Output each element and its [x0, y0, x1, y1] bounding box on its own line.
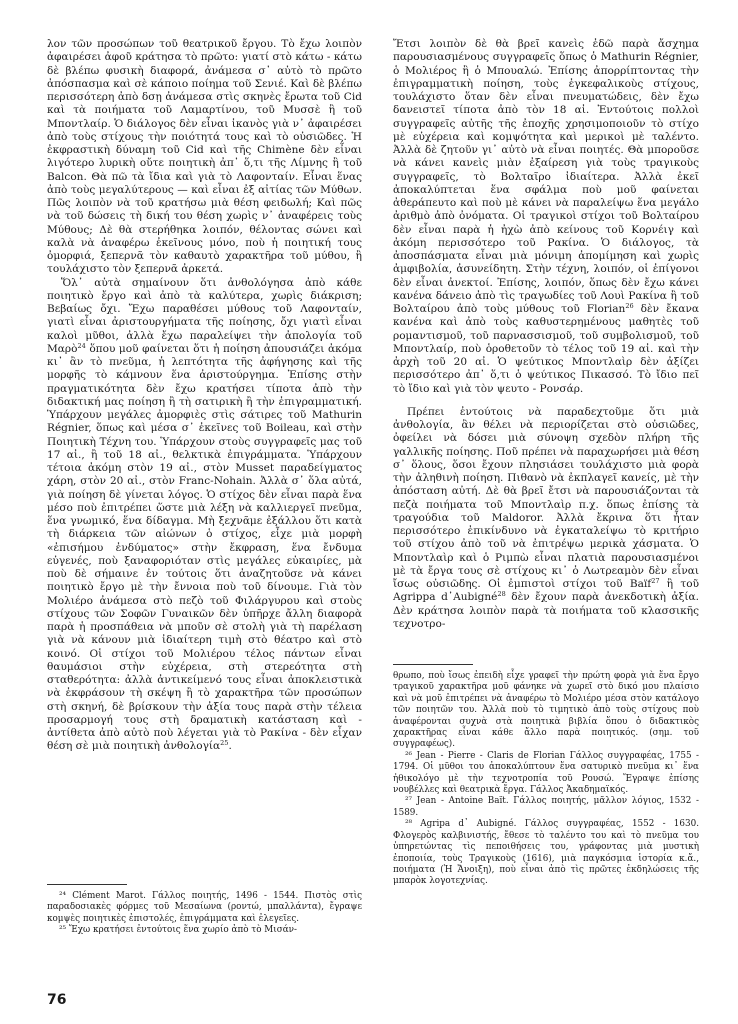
footnote-24: ²⁴ Clément Marot. Γάλλος ποιητής, 1496 - 1544. Πιστὸς στὶς παραδοσιακὲς φόρμες τοῦ Μεσαίωνα (ροντώ, μπαλλάντα), ἔγραψε κομψὲς ποιητικὲς ἐπιστολές, ἐπιγράμματα καὶ ἐλεγεῖες.	[47, 891, 362, 924]
right-column	[393, 38, 699, 631]
footnote-25: ²⁵ Ἔχω κρατήσει ἐντούτοις ἕνα χωρίο ἀπὸ τὸ Μισάν-	[59, 925, 298, 936]
page-number: 76	[47, 992, 67, 1008]
right-paragraph-2	[393, 406, 699, 631]
right-paragraph-2-text-c: δὲν ἔχουν παρὰ ἀνεκδοτικὴ ἀξία. Δὲν κράτησα λοιπὸν παρὰ τὰ ποιήματα τοῦ κλασσικῆς τεχνοτρο-	[393, 591, 699, 630]
right-paragraph-2-text-a: Πρέπει ἐντούτοις νὰ παραδεχτοῦμε ὅτι μιὰ ἀνθολογία, ἂν θέλει νὰ περιορίζεται στὸ οὐσιῶδες, ὀφείλει νὰ δόσει μιὰ σύνοψη σχεδὸν πλήρη τῆς γαλλικῆς ποίησης. Ποῦ πρέπει νὰ παραχωρήσει μιὰ θέση σ᾽ ὅλους, ὅσοι ἔχουν πλησιάσει τουλάχιστο μιὰ φορὰ τὴν ἀληθινὴ ποίηση. Πιθανὸ νὰ ἐκπλαγεῖ κανείς, μὲ τὴν ἀπόσταση αὐτή. Δὲ θὰ βρεῖ ἔτσι νὰ παρουσιάζονται τὰ πεζὰ ποιήματα τοῦ Μποντλαὶρ π.χ. ὅπως ἐπίσης τὰ τραγούδια τοῦ Maldoror. Ἀλλὰ ἔκρινα ὅτι ἦταν περισσότερο ἐπικίνδυνο νὰ ἐγκαταλείψω τὸ κριτήριο τοῦ στίχου ἀπὸ τοῦ νὰ ἐπιτρέψω μερικὰ χάσματα. Ὁ Μποντλαὶρ καὶ ὁ Ριμπὼ εἶναι πλατιὰ παρουσιασμένοι μὲ τὰ ἔργα τους σὲ στίχους κι᾽ ὁ Λωτρεαμὸν δὲν εἶναι ἴσως οὐσιῶδης. Οἱ ἐμπιστοὶ στίχοι τοῦ Baïf	[393, 405, 699, 590]
footnote-rule-right	[393, 664, 473, 665]
right-paragraph-1-text-b: δὲν ἔκανα κανένα καὶ ἀπὸ τοὺς καθυστερημένους μαθητὲς τοῦ ρομαντισμοῦ, τοῦ παρνασσισμοῦ, τοῦ συμβολισμοῦ, τοῦ Μποντλαίρ, ποὺ ὁροθετοῦν τὸ τέλος τοῦ 19 αἰ. καὶ τὴν ἀρχὴ τοῦ 20 αἰ. Ὁ ψεύτικος Μποντλαὶρ δὲν ἀξίζει περισσότερο ἀπ᾽ ὅ,τι ὁ ψεύτικος Πικασσό. Τὸ ἴδιο πεῖ τὸ ἴδιο καὶ γιὰ τὸν ψευτο - Ρονσάρ.	[393, 303, 699, 395]
footnote-28: ²⁸ Agripa d᾽ Aubigné. Γάλλος συγγραφέας, 1552 - 1630. Φλογερὸς καλβινιστής, ἔθεσε τὸ ταλέντο του καὶ τὸ πνεῦμα του ὑπηρετώντας τὶς πεποιθήσεις του, γράφοντας μιὰ μυστικὴ ἐποποιία, τοὺς Τραγικοὺς (1616), μιὰ παγκόσμια ἱστορία κ.ἄ., ποιήματα (Ἡ Ἄνοιξη), ποὺ εἶναι ἀπὸ τὶς πρῶτες ἐκδηλώσεις τῆς μπαρὸκ λογοτεχνίας.	[393, 819, 699, 887]
left-paragraph-2-text-c: .	[228, 740, 232, 753]
footnote-rule-left	[47, 884, 127, 885]
footnotes-right	[393, 664, 699, 888]
right-paragraph-2-text-b: ἢ τοῦ Agrippa d᾽Aubigné	[393, 578, 700, 604]
footnote-ref-28: 28	[497, 590, 506, 599]
footnote-ref-27: 27	[651, 577, 660, 585]
right-paragraph-1	[393, 38, 699, 396]
footnotes-left	[47, 884, 362, 937]
left-paragraph-1: λον τῶν προσώπων τοῦ θεατρικοῦ ἔργου. Τὸ ἔχω λοιπὸν ἀφαιρέσει ἀφοῦ κράτησα τὸ πρῶτο: γιατί στὸ κάτω - κάτω δὲ βλέπω φυσικὴ διαφορά, ἀνάμεσα σ᾽ αὐτὸ τὸ πρῶτο ἀπόσπασμα καὶ σὲ κάποιο ποίημα τοῦ Σενιέ. Καὶ δὲ βλέπω περισσότερη ἀπὸ δσῃ ἀνάμεσα στὶς σκηνὲς ἔρωτα τοῦ Cid καὶ τὰ ποιήματα τοῦ Λαμαρτίνου, τοῦ Μυσσὲ ἢ τοῦ Μποντλαίρ. Ὁ διάλογος δὲν εἶναι ἱκανὸς γιὰ ν᾽ ἀφαιρέσει ἀπὸ τοὺς στίχους τὴν ποιότητά τους καὶ τὸ οὐσιῶδες. Ἡ ἐκφραστικὴ δύναμη τοῦ Cid καὶ τῆς Chimène δὲν εἶναι λιγότερο λυρικὴ οὔτε ποιητικὴ ἀπ᾽ ὅ,τι τῆς Λίμνης ἢ τοῦ Balcon. Θὰ πῶ τὰ ἴδια καὶ γιὰ τὸ Λαφονταίν. Εἶναι ἕνας ἀπὸ τοὺς μεγαλύτερους — καὶ εἶναι ἐξ αἰτίας τῶν Μύθων. Πῶς λοιπὸν νὰ τοῦ κρατήσω μιὰ θέση φειδωλή; Καὶ πῶς νὰ τοῦ δώσεις τὴ δική του θέση χωρὶς ν᾽ ἀναφέρεις τοὺς Μύθους; Δὲ θὰ στερήθηκα λοιπόν, θέλοντας σώνει καὶ καλὰ νὰ ἀναφέρω ἐκεῖνους μόνο, ποὺ ἡ ποιητική τους ὀμορφιά, ξεπερνᾶ τὸν καθαυτὸ χαρακτῆρα τοῦ μύθου, ἢ τουλάχιστο τὸν ξεπερνᾶ ἀρκετά.	[47, 38, 362, 276]
footnote-27: ²⁷ Jean - Antoine Baït. Γάλλος ποιητής, μᾶλλον λόγιος, 1532 - 1589.	[393, 796, 699, 818]
left-column	[47, 38, 362, 754]
footnote-25-continued: θρωπο, ποὺ ἴσως ἐπειδὴ εἶχε γραφεῖ τὴν πρώτη φορὰ γιὰ ἕνα ἔργο τραγικοῦ χαρακτῆρα μοῦ φάνηκε νὰ χωρεῖ στὸ δικό μου πλαίσιο καὶ νὰ μοῦ ἐπιτρέπει νὰ ἀναφέρω τὸ Μολιέρο μέσα στὸν κατάλογο τῶν ποιητῶν του. Ἀλλὰ ποὺ τὸ τιμητικὸ ἀπὸ τοὺς στίχους ποὺ ἀναφέρονται συχνὰ στὰ ποιητικὰ βιβλία ὅπου ὁ διδακτικὸς χαρακτῆρας εἶναι κάθε ἄλλο παρὰ ποιητικός. (σημ. τοῦ συγγραφέως).	[393, 671, 699, 750]
right-paragraph-1-text-a: Ἔτσι λοιπὸν δὲ θὰ βρεῖ κανεὶς ἐδῶ παρὰ ἄσχημα παρουσιασμένους συγγραφεῖς ὅπως ὁ Mathurin Régnier, ὁ Μολιέρος ἢ ὁ Μπουαλώ. Ἐπίσης ἀπορρίπτοντας τὴν ἐπιγραμματικὴ ποίηση, τοὺς ἐγκεφαλικοὺς στίχους, τουλάχιστο ὅταν δὲν εἶναι πνευματώδεις, δὲν ἔχω δανειστεῖ τίποτα ἀπὸ τὸν 18 αἰ. Ἐντούτοις πολλοὶ συγγραφεῖς αὐτῆς τῆς ἐποχῆς χρησιμοποιοῦν τὸ στίχο μὲ εὐχέρεια καὶ κομψότητα καὶ μερικοὶ μὲ ταλέντο. Ἀλλὰ δὲ ζητοῦν γι᾽ αὐτὸ νὰ εἶναι ποιητές. Θὰ μποροῦσε νὰ κάνει κανεὶς μιὰν ἐξαίρεση γιὰ τοὺς τραγικοὺς συγγραφεῖς, τὸ Βολταῖρο ἰδιαίτερα. Ἀλλὰ ἐκεῖ ἀποκαλύπτεται ἕνα σφάλμα ποὺ μοῦ φαίνεται ἀθεράπευτο καὶ ποὺ μὲ κάνει νὰ παραλείψω ἕνα μεγάλο ἀριθμὸ ἀπὸ ὀνόματα. Οἱ τραγικοὶ στίχοι τοῦ Βολταίρου δὲν εἶναι παρὰ ἡ ἠχὼ ἀπὸ κείνους τοῦ Κορνέιγ καὶ ἀκόμη περισσότερο τοῦ Ρακίνα. Ὁ διάλογος, τὰ ἀποσπάσματα εἶναι μιὰ μόνιμη ἀπομίμηση καὶ χωρὶς ἀμφιβολία, ἀσυνείδητη. Στὴν τέχνη, λοιπόν, οἱ ἐπίγονοι δὲν εἶναι ἀνεκτοί. Ἐπίσης, λοιπόν, ὅπως δὲν ἔχω κάνει κανένα δάνειο ἀπὸ τὶς τραγωδίες τοῦ Λουὶ Ρακίνα ἢ τοῦ Βολταίρου ἀπὸ τοὺς μύθους τοῦ Florian	[393, 38, 699, 315]
footnote-ref-24: 24	[77, 341, 86, 350]
left-paragraph-2-text-a: Ὅλ᾽ αὐτὰ σημαίνουν ὅτι ἀνθολόγησα ἀπὸ κάθε ποιητικὸ ἔργο καὶ ἀπὸ τὰ καλύτερα, χωρὶς διάκριση; Βεβαίως ὄχι. Ἔχω παραθέσει μύθους τοῦ Λαφονταίν, γιατὶ εἶναι ἀριστουργήματα τῆς ποίησης, ὄχι γιατὶ εἶναι καλοὶ μῦθοι, ἀλλὰ ἔχω παραλείψει τὴν ἀπολογία τοῦ Μαρὸ	[47, 276, 362, 355]
left-paragraph-2	[47, 277, 362, 754]
footnote-26: ²⁶ Jean - Pierre - Claris de Florian Γάλλος συγγραφέας, 1755 - 1794. Οἱ μῦθοι του ἀποκαλύπτουν ἕνα σατυρικὸ πνεῦμα κι᾽ ἕνα ἠθικολόγο μὲ τὴν τεχνοτροπία τοῦ Ρουσώ. Ἔγραψε ἐπίσης νουβέλλες καὶ θεατρικὰ ἔργα. Γάλλος Ἀκαδημαϊκός.	[393, 750, 699, 796]
footnote-ref-25: 25	[220, 739, 229, 748]
paragraph-gap	[393, 396, 699, 406]
footnote-ref-26: 26	[625, 302, 634, 310]
left-paragraph-2-text-b: ὅπου μοῦ φαίνεται ὅτι ἡ ποίηση ἀπουσιάζει ἀκόμα κι᾽ ἂν τὸ πνεῦμα, ἡ λεπτότητα τῆς ἀφήγησης καὶ τῆς μορφῆς τὸ κάμνουν ἕνα ἀριστούργημα. Ἐπίσης στὴν πραγματικότητα δὲν ἔχω κρατήσει τίποτα ἀπὸ τὴν διδακτική μας ποίηση ἢ τὴ σατιρικὴ ἢ τὴν ἐπιγραμματική. Ὑπάρχουν μεγάλες ἀμορφιὲς στὶς σάτιρες τοῦ Mathurin Régnier, ὅπως καὶ μέσα σ᾽ ἐκεῖνες τοῦ Boileau, καὶ στὴν Ποιητικὴ Τέχνη του. Ὑπάρχουν στοὺς συγγραφεῖς μας τοῦ 17 αἰ., ἢ τοῦ 18 αἰ., θελκτικὰ ἐπιγράμματα. Ὑπάρχουν τέτοια ἀκόμη στὸν 19 αἰ., στὸν Musset παραδείγματος χάρη, στὸν 20 αἰ., στὸν Franc-Nohain. Ἀλλὰ σ᾽ ὅλα αὐτά, γιὰ ποίηση δὲ γίνεται λόγος. Ὁ στίχος δὲν εἶναι παρὰ ἕνα μέσο ποὺ ἐπιτρέπει ὥστε μιὰ λέξη νὰ καλλιεργεῖ πνεῦμα, ἕνα γνωμικό, ἕνα δίδαγμα. Μὴ ξεχνᾶμε ἐξάλλου ὅτι κατὰ τὴ διάρκεια τῶν αἰώνων ὁ στίχος, εἶχε μιὰ μορφὴ «ἐπισήμου ἐνδύματος» στὴν ἔκφραση, ἕνα ἔνδυμα εὐγενές, ποὺ ξαναφοριόταν στὶς μεγάλες εὐκαιρίες, μὰ ποὺ δὲ σήμαινε ἐν τούτοις ὅτι ἀναζητοῦσε νὰ κάνει ποιητικὸ ἔργο μὲ τὴν ἔννοια ποὺ τοῦ δίνουμε. Γιὰ τὸν Μολιέρο ἀνάμεσα στὸ πεζὸ τοῦ Φιλάργυρου καὶ στοὺς στίχους τῶν Σοφῶν Γυναικῶν δὲν ὑπῆρχε ἄλλη διαφορὰ παρὰ ἡ προσπάθεια νὰ μποῦν σὲ στολὴ γιὰ τὴ παρέλαση γιὰ νὰ κάνουν μιὰ ἰδιαίτερη τιμὴ στὸ θέατρο καὶ στὸ κοινό. Οἱ στίχοι τοῦ Μολιέρου τέλος πάντων εἶναι θαυμάσιοι στὴν εὐχέρεια, στὴ στερεότητα στὴ σταθερότητα: ἀλλὰ ἀντικείμενό τους εἶναι ἀποκλειστικὰ νὰ ἐκφράσουν τὴ σκέψη ἢ τὸ χαρακτῆρα τῶν προσώπων στὴ σκηνή, δὲ βρίσκουν τὴν ἀξία τους παρὰ στὴν τέλεια προσαρμογή τους στὴ δραματικὴ κατάσταση καὶ - ἀντίθετα ἀπὸ αὐτὸ ποὺ λέγεται γιὰ τὸ Ρακίνα - δὲν εἶχαν θέση σὲ μιὰ ποιητικὴ ἀνθολογία	[47, 342, 362, 753]
